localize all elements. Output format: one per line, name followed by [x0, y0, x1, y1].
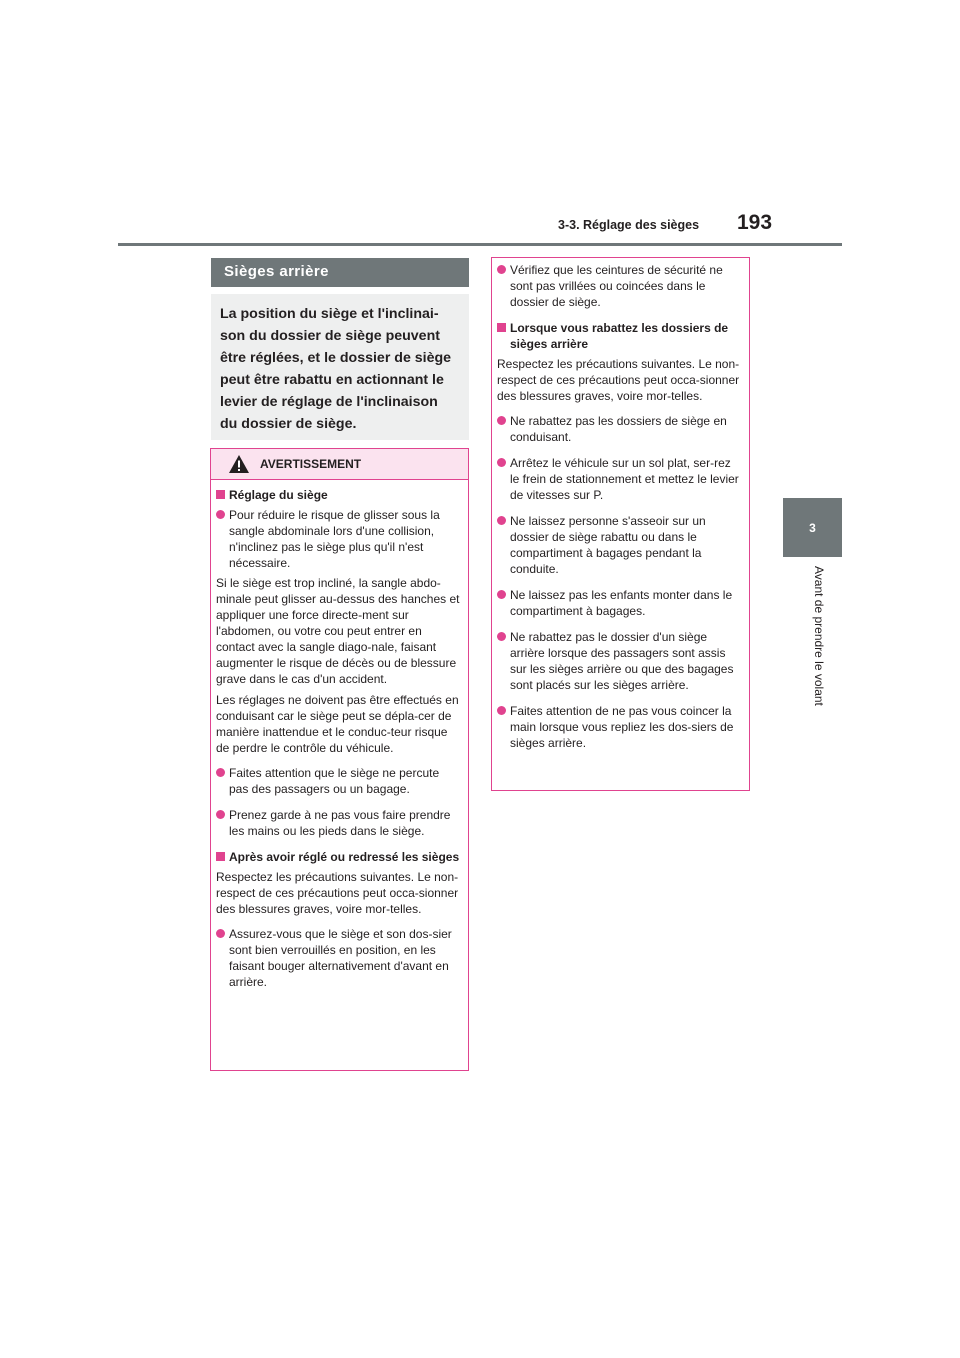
- warning-paragraph: Les réglages ne doivent pas être effectués en conduisant car le siège peut se dépla-cer de manière inattendue et le conduc-teur risque de perdre le contrôle du véhicule.: [216, 693, 459, 755]
- subheading-text: Après avoir réglé ou redressé les sièges: [229, 850, 460, 864]
- warning-body-left: [211, 480, 468, 990]
- summary-line: du dossier de siège.: [220, 416, 357, 432]
- subheading-text: Réglage du siège: [229, 488, 328, 502]
- round-bullet-icon: [497, 706, 506, 715]
- bullet-text: Ne laissez personne s'asseoir sur un dossier de siège rabattu ou dans le compartiment à bagages pendant la conduite.: [510, 514, 706, 576]
- bullet-text: Ne laissez pas les enfants monter dans le compartiment à bagages.: [510, 588, 733, 618]
- warning-bullet: [216, 807, 461, 839]
- chapter-tab: [783, 498, 842, 557]
- warning-bullet: [216, 507, 461, 571]
- bullet-text: Vérifiez que les ceintures de sécurité ne sont pas vrillées ou coincées dans le dossier de siège.: [510, 263, 723, 309]
- round-bullet-icon: [497, 458, 506, 467]
- summary-line: être réglées, et le dossier de siège: [220, 350, 452, 366]
- warning-bullet: [497, 455, 742, 503]
- warning-paragraph: Respectez les précautions suivantes. Le non-respect de ces précautions peut occa-sionner des blessures graves, voire mor-telles.: [216, 870, 459, 916]
- summary-line: La position du siège et l'inclinai-: [220, 306, 439, 322]
- warning-bullet: [497, 513, 742, 577]
- warning-bullet: [216, 926, 461, 990]
- chapter-tab-number: 3: [809, 520, 816, 535]
- section-banner: Sièges arrière: [211, 258, 469, 287]
- square-bullet-icon: [216, 490, 225, 499]
- warning-subheading: [216, 849, 461, 865]
- bullet-text: Faites attention de ne pas vous coincer la main lorsque vous repliez les dos-siers de sièges arrière.: [510, 704, 734, 750]
- square-bullet-icon: [497, 323, 506, 332]
- warning-body-right: [492, 258, 749, 751]
- warning-header: [211, 449, 468, 480]
- bullet-text: Ne rabattez pas les dossiers de siège en conduisant.: [510, 414, 727, 444]
- bullet-text: Ne rabattez pas le dossier d'un siège arrière lorsque des passagers sont assis sur les sièges arrière ou que des bagages sont placés sur les sièges arrière.: [510, 630, 734, 692]
- running-header-title: 3-3. Réglage des sièges: [558, 218, 700, 232]
- bullet-text: Assurez-vous que le siège et son dos-sier sont bien verrouillés en position, en les faisant bouger alternativement d'avant en arrière.: [229, 927, 452, 989]
- header-rule: [118, 243, 842, 246]
- round-bullet-icon: [497, 265, 506, 274]
- warning-bullet: [497, 703, 742, 751]
- warning-bullet: [497, 413, 742, 445]
- square-bullet-icon: [216, 852, 225, 861]
- page-number: 193: [737, 211, 773, 234]
- warning-title: AVERTISSEMENT: [260, 457, 362, 471]
- round-bullet-icon: [497, 590, 506, 599]
- warning-bullet: [497, 262, 742, 310]
- warning-bullet: [216, 765, 461, 797]
- warning-box-left: [210, 448, 469, 1071]
- warning-subheading: [216, 487, 461, 503]
- warning-paragraph: Respectez les précautions suivantes. Le non-respect de ces précautions peut occa-sionner des blessures graves, voire mor-telles.: [497, 357, 740, 403]
- warning-box-right: [491, 257, 750, 791]
- warning-bullet: [497, 587, 742, 619]
- round-bullet-icon: [497, 516, 506, 525]
- bullet-text: Pour réduire le risque de glisser sous la sangle abdominale lors d'une collision, n'inclinez pas le siège plus qu'il n'est nécessaire.: [229, 508, 440, 570]
- warning-bullet: [497, 629, 742, 693]
- round-bullet-icon: [216, 768, 225, 777]
- warning-triangle-icon: [228, 454, 250, 474]
- bullet-text: Arrêtez le véhicule sur un sol plat, ser-rez le frein de stationnement et mettez le levier de vitesses sur P.: [510, 456, 739, 502]
- bullet-text: Prenez garde à ne pas vous faire prendre les mains ou les pieds dans le siège.: [229, 808, 451, 838]
- subheading-text: Lorsque vous rabattez les dossiers de sièges arrière: [510, 321, 729, 351]
- section-summary: [211, 294, 469, 440]
- warning-paragraph: Si le siège est trop incliné, la sangle abdo-minale peut glisser au-dessus des hanches et appliquer une force directe-ment sur l'abdomen, ou votre cou peut entrer en contact avec la sangle diago-nale, faisant augmenter le risque de décès ou de blessure grave dans le cas d'un accident.: [216, 576, 460, 686]
- round-bullet-icon: [216, 810, 225, 819]
- summary-line: son du dossier de siège peuvent: [220, 328, 440, 344]
- summary-line: peut être rabattu en actionnant le: [220, 372, 444, 388]
- round-bullet-icon: [497, 632, 506, 641]
- round-bullet-icon: [497, 416, 506, 425]
- round-bullet-icon: [216, 510, 225, 519]
- summary-line: levier de réglage de l'inclinaison: [220, 394, 438, 410]
- bullet-text: Faites attention que le siège ne percute pas des passagers ou un bagage.: [229, 766, 440, 796]
- chapter-side-label: Avant de prendre le volant: [812, 566, 826, 706]
- round-bullet-icon: [216, 929, 225, 938]
- warning-subheading: [497, 320, 742, 352]
